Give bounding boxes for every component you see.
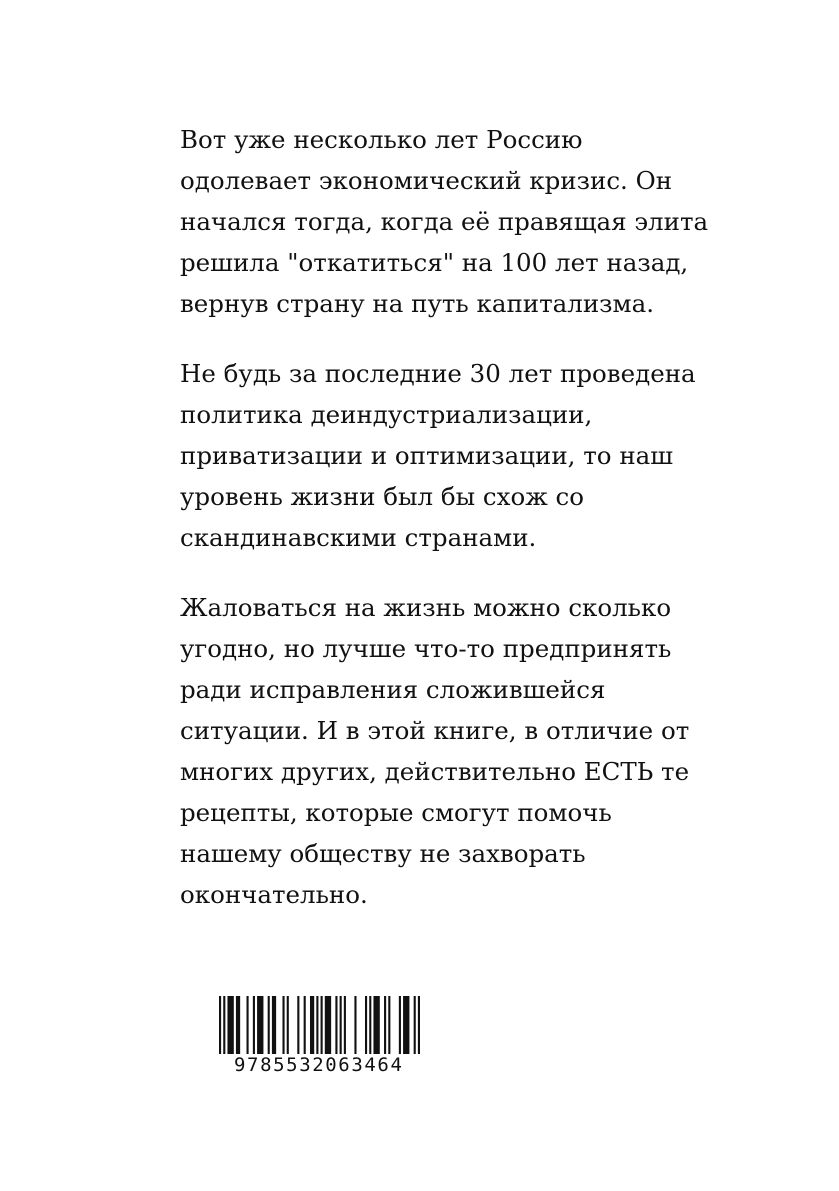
barcode-bar bbox=[257, 996, 263, 1054]
barcode-bar bbox=[369, 996, 371, 1054]
text-line: угодно, но лучше что-то предпринять bbox=[180, 634, 672, 663]
barcode-bar bbox=[316, 996, 318, 1054]
paragraph-3 bbox=[180, 587, 780, 915]
text-line: приватизации и оптимизации, то наш bbox=[180, 441, 674, 470]
barcode-bar bbox=[384, 996, 386, 1054]
text-line: окончательно. bbox=[180, 880, 368, 909]
barcode-bar bbox=[321, 996, 323, 1054]
barcode-bar bbox=[365, 996, 367, 1054]
back-cover-text bbox=[180, 119, 780, 915]
barcode-bar bbox=[344, 996, 346, 1054]
barcode-bar bbox=[272, 996, 276, 1054]
barcode-bar bbox=[297, 996, 299, 1054]
barcode-bar bbox=[388, 996, 390, 1054]
barcode-bar bbox=[219, 996, 221, 1054]
barcode-bar bbox=[310, 996, 314, 1054]
isbn-number: 9785532063464 bbox=[234, 1054, 404, 1076]
barcode-bar bbox=[304, 996, 306, 1054]
text-line: скандинавскими странами. bbox=[180, 523, 537, 552]
text-line: ситуации. И в этой книге, в отличие от bbox=[180, 716, 690, 745]
barcode-bar bbox=[287, 996, 289, 1054]
text-line: нашему обществу не захворать bbox=[180, 839, 586, 868]
barcode-bar bbox=[403, 996, 409, 1054]
barcode-bar bbox=[253, 996, 255, 1054]
text-line: начался тогда, когда её правящая элита bbox=[180, 207, 709, 236]
barcode-bar bbox=[373, 996, 379, 1054]
barcode-bar bbox=[335, 996, 337, 1054]
text-line: политика деиндустриализации, bbox=[180, 400, 593, 429]
text-line: Вот уже несколько лет Россию bbox=[180, 125, 583, 154]
text-line: рецепты, которые смогут помочь bbox=[180, 798, 612, 827]
text-line: решила "откатиться" на 100 лет назад, bbox=[180, 248, 689, 277]
barcode-bar bbox=[399, 996, 401, 1054]
text-line: Жаловаться на жизнь можно сколько bbox=[180, 593, 672, 622]
barcode-bar bbox=[227, 996, 233, 1054]
paragraph-2 bbox=[180, 353, 780, 558]
barcode-bar bbox=[340, 996, 342, 1054]
barcode-bar bbox=[247, 996, 249, 1054]
barcode-bar bbox=[282, 996, 284, 1054]
barcode-bar bbox=[236, 996, 240, 1054]
barcode-bar bbox=[418, 996, 420, 1054]
text-line: ради исправления сложившейся bbox=[180, 675, 606, 704]
barcode-bar bbox=[354, 996, 356, 1054]
barcode-bar bbox=[325, 996, 331, 1054]
barcode-bar bbox=[268, 996, 270, 1054]
text-line: одолевает экономический кризис. Он bbox=[180, 166, 673, 195]
text-line: многих других, действительно ЕСТЬ те bbox=[180, 757, 690, 786]
barcode-bars-icon bbox=[219, 996, 420, 1054]
text-line: уровень жизни был бы схож со bbox=[180, 482, 584, 511]
paragraph-1 bbox=[180, 119, 780, 324]
barcode-bar bbox=[223, 996, 225, 1054]
text-line: вернув страну на путь капитализма. bbox=[180, 289, 654, 318]
isbn-barcode bbox=[219, 996, 439, 1076]
text-line: Не будь за последние 30 лет проведена bbox=[180, 359, 696, 388]
barcode-bar bbox=[414, 996, 416, 1054]
